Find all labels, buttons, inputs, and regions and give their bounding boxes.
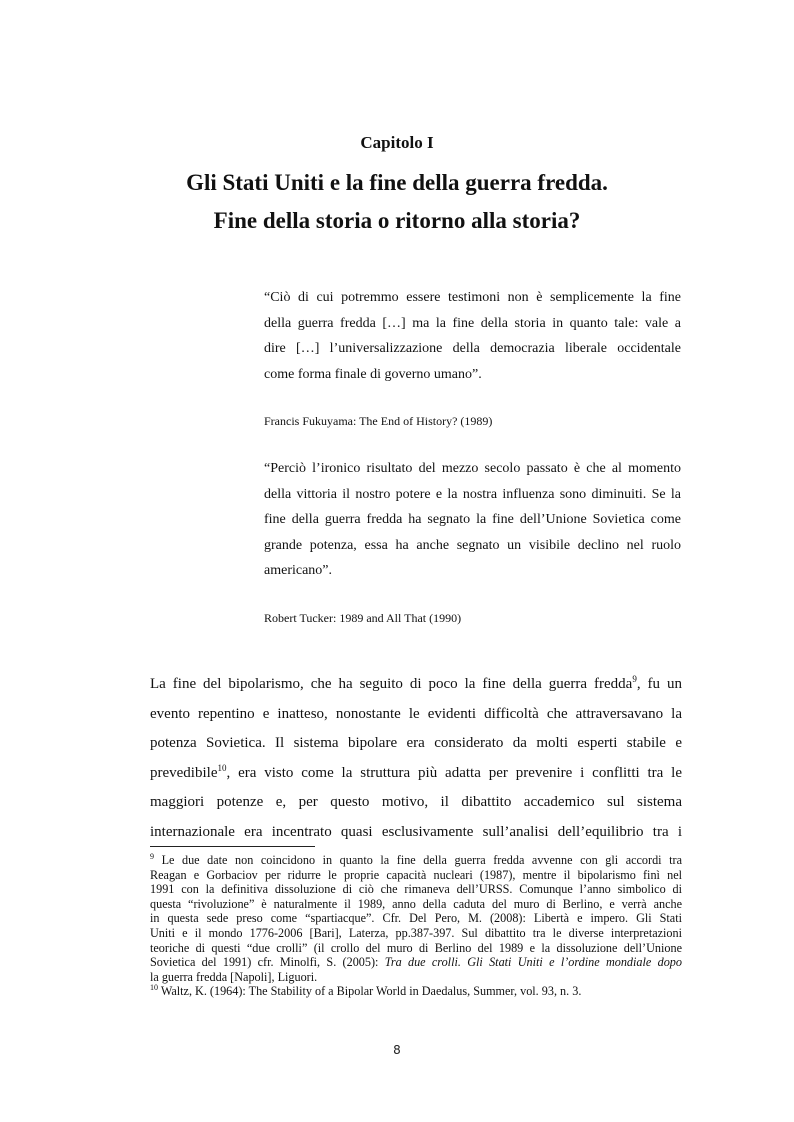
footnote-9-line: Uniti e il mondo 1776-2006 [Bari], Laterza, pp.387-397. Sul dibattito tra le diverse interpretazioni [150, 925, 682, 940]
body-text-segment: La fine del bipolarismo, che ha seguito di poco la fine della guerra fredda [150, 676, 633, 692]
body-paragraph [150, 670, 682, 848]
epigraph-attribution-tucker: Robert Tucker: 1989 and All That (1990) [264, 611, 462, 625]
chapter-title-line-2: Fine della storia o ritorno alla storia? [213, 208, 581, 233]
body-line: maggiori potenze e, per questo motivo, il dibattito accademico sul sistema [150, 794, 682, 811]
quote-line: della guerra fredda […] ma la fine della storia in quanto tale: vale a [264, 315, 681, 331]
footnote-9-line [150, 853, 682, 868]
footnote-9-line: teoriche di questi “due crolli” (il crollo del muro di Berlino del 1989 e la dissoluzione dell’Unione [150, 940, 682, 955]
page-number: 8 [393, 1043, 401, 1057]
footnote-number-9: 9 [150, 851, 154, 861]
quote-line: americano”. [264, 563, 333, 578]
quote-line: grande potenza, essa ha anche segnato un visibile declino nel ruolo [264, 537, 681, 553]
body-line [150, 670, 682, 700]
epigraph-quote-fukuyama [264, 285, 681, 387]
footnote-text: Waltz, K. (1964): The Stability of a Bipolar World in Daedalus, Summer, vol. 93, n. 3. [158, 984, 582, 999]
body-text-segment: prevedibile [150, 764, 218, 781]
footnote-separator [150, 846, 315, 847]
epigraph-quote-tucker [264, 456, 681, 584]
body-text-segment: , era visto come la struttura più adatta per prevenire i conflitti tra le [226, 764, 682, 781]
footnotes [150, 853, 682, 999]
quote-line: come forma finale di governo umano”. [264, 366, 482, 382]
footnote-9-line: in questa sede preso come “spartiacque”. Cfr. Del Pero, M. (2008): Libertà e impero. Gli Stati [150, 911, 682, 926]
chapter-title-line-1: Gli Stati Uniti e la fine della guerra fredda. [186, 170, 608, 195]
quote-line: “Ciò di cui potremmo essere testimoni non è semplicemente la fine [264, 290, 681, 305]
footnote-text: Sovietica del 1991) cfr. Minolfi, S. (2005): [150, 955, 385, 970]
quote-line: fine della guerra fredda ha segnato la fine dell’Unione Sovietica come [264, 512, 681, 527]
footnote-9-line: 1991 con la definitiva dissoluzione di ciò che rimaneva dell’URSS. Comunque l’anno simbolico di [150, 882, 682, 897]
quote-line: “Perciò l’ironico risultato del mezzo secolo passato è che al momento [264, 461, 681, 476]
epigraph-attribution-fukuyama: Francis Fukuyama: The End of History? (1989) [264, 414, 493, 428]
footnote-italic-title: Tra due crolli. Gli Stati Uniti e l’ordine mondiale dopo [384, 955, 682, 970]
chapter-label: Capitolo I [360, 133, 434, 152]
footnote-text: Le due date non coincidono in quanto la fine della guerra fredda avvenne con gli accordi tra [154, 853, 682, 867]
body-text-segment: , fu un [636, 676, 682, 692]
footnote-ref-9[interactable]: 9 [632, 674, 637, 684]
footnote-9-line: Reagan e Gorbaciov per ridurre le proprie capacità nucleari (1987), mentre il bipolarismo finì nel [150, 867, 682, 882]
body-line [150, 759, 682, 789]
body-line: internazionale era incentrato quasi esclusivamente sull’analisi dell’equilibrio tra i [150, 823, 682, 840]
footnote-9-line: la guerra fredda [Napoli], Liguori. [150, 969, 318, 984]
footnote-ref-10[interactable]: 10 [217, 762, 227, 773]
body-line: potenza Sovietica. Il sistema bipolare era considerato da molti esperti stabile e [150, 735, 682, 752]
quote-line: della vittoria il nostro potere e la nostra influenza sono diminuiti. Se la [264, 486, 681, 502]
footnote-9-line: questa “rivoluzione” è naturalmente il 1989, anno della caduta del muro di Berlino, e verrà anche [150, 896, 682, 911]
footnote-9-line [150, 955, 682, 970]
footnote-10-line [150, 984, 682, 999]
quote-line: dire […] l’universalizzazione della democrazia liberale occidentale [264, 341, 681, 356]
footnote-number-10: 10 [150, 983, 158, 993]
body-line: evento repentino e inatteso, nonostante le evidenti difficoltà che attraversavano la [150, 705, 682, 722]
